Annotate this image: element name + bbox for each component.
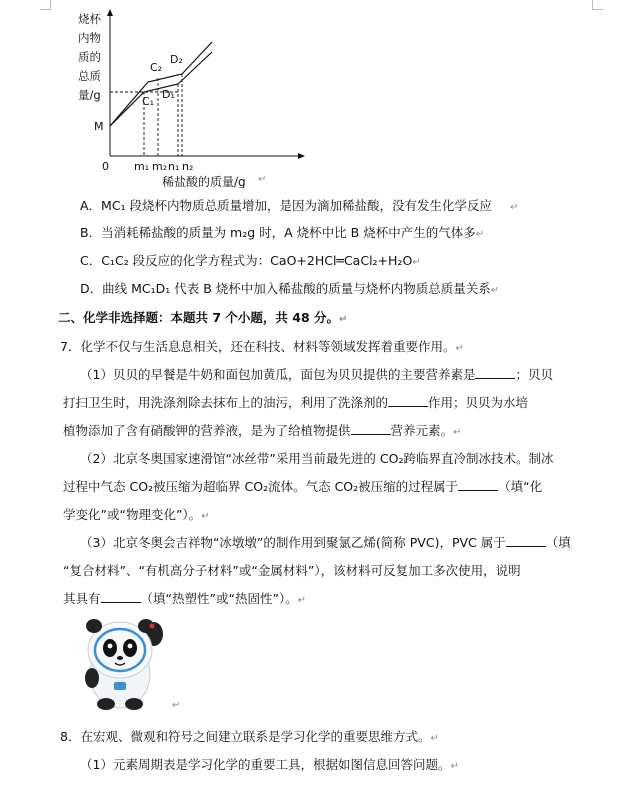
q7-p2-text: 学变化”或“物理变化”）。 <box>63 507 202 522</box>
q7-p3-text: 其具有 <box>63 591 101 606</box>
para-mark: ↵ <box>172 700 181 711</box>
q7-p3-line2 <box>63 561 521 579</box>
xtick-n2: n₂ <box>182 160 194 173</box>
ylabel-line: 质的 <box>78 50 101 64</box>
option-c-text: C．C₁C₂ 段反应的化学方程式为：CaO+2HCl═CaCl₂+H₂O <box>80 253 413 268</box>
option-b <box>80 223 484 241</box>
q7-p1-line2 <box>63 393 528 411</box>
mass-graph <box>78 8 308 188</box>
q8-p1-text: （1）元素周期表是学习化学的重要工具，根据如图信息回答问题。 <box>80 757 451 772</box>
answer-blank[interactable] <box>475 367 515 379</box>
mascot-badge <box>114 682 126 690</box>
mascot-ear <box>86 619 102 633</box>
answer-blank[interactable] <box>388 395 428 407</box>
mascot-leg <box>97 698 115 710</box>
xtick-n1: n₁ <box>168 160 180 173</box>
xlabel: 稀盐酸的质量/g <box>162 175 246 188</box>
section-title-text: 二、化学非选择题：本题共 7 个小题，共 48 分。 <box>58 310 340 325</box>
para-mark: ↵ <box>475 229 485 240</box>
answer-blank[interactable] <box>506 535 546 547</box>
origin-label: 0 <box>102 160 109 173</box>
option-d-text: D．曲线 MC₁D₁ 代表 B 烧杯中加入稀盐酸的质量与烧杯内物质总质量关系 <box>80 281 491 296</box>
ylabel-line: 总质 <box>78 69 101 83</box>
q7-p1-text: 植物添加了含有硝酸钾的营养液，是为了给植物提供 <box>63 423 351 438</box>
ylabel-line: 内物 <box>78 31 101 45</box>
answer-blank[interactable] <box>101 591 141 603</box>
option-a-text: A．MC₁ 段烧杯内物质总质量增加，是因为滴加稀盐酸，没有发生化学反应 <box>80 198 493 213</box>
q8-stem-text: 8．在宏观、微观和符号之间建立联系是学习化学的重要思维方式。 <box>60 729 431 744</box>
m-label: M <box>94 120 104 133</box>
section-title <box>58 308 347 326</box>
x-axis-arrow <box>298 153 305 159</box>
answer-blank[interactable] <box>458 479 498 491</box>
mascot-nose <box>117 656 123 660</box>
q7-p1-text: 作用；贝贝为水培 <box>428 395 529 410</box>
q7-p1-line3 <box>63 421 461 439</box>
bing-dwen-dwen-image <box>72 612 172 712</box>
q7-p2-line2 <box>63 477 542 495</box>
mascot-eye <box>108 644 113 649</box>
point-label-c2: C₂ <box>150 61 163 74</box>
q7-stem-text: 7．化学不仅与生活息息相关，还在科技、材料等领域发挥着重要作用。 <box>60 339 456 354</box>
mascot-arm <box>85 668 99 688</box>
para-mark: ↵ <box>455 343 464 354</box>
point-label-d1: D₁ <box>162 88 175 101</box>
option-c <box>80 251 421 269</box>
y-axis-arrow <box>107 9 113 16</box>
xtick-m2: m₂ <box>152 160 168 173</box>
q7-p3-text: （填 <box>545 535 571 550</box>
point-label-c1: C₁ <box>142 95 155 108</box>
para-mark: ↵ <box>258 174 267 185</box>
option-d <box>80 279 499 297</box>
q7-p1-text: （1）贝贝的早餐是牛奶和面包加黄瓜，面包为贝贝提供的主要营养素是 <box>80 367 476 382</box>
para-mark: ↵ <box>297 595 307 606</box>
option-a <box>80 196 518 214</box>
q7-p2-line3 <box>63 505 210 523</box>
page-corner-top-right <box>592 0 603 10</box>
point-label-d2: D₂ <box>170 53 183 66</box>
q7-p3-line1 <box>80 533 571 551</box>
q7-p3-text: （3）北京冬奥会吉祥物“冰墩墩”的制作用到聚氯乙烯(简称 PVC)，PVC 属于 <box>80 535 506 550</box>
para-mark: ↵ <box>339 314 348 325</box>
option-b-text: B．当消耗稀盐酸的质量为 m₂g 时，A 烧杯中比 B 烧杯中产生的气体多 <box>80 225 476 240</box>
ylabel-line: 量/g <box>78 88 101 102</box>
mascot-heart <box>150 624 155 629</box>
page-corner-top-left <box>40 0 51 10</box>
q7-p1-text: 打扫卫生时，用洗涤剂除去抹布上的油污，利用了洗涤剂的 <box>63 395 389 410</box>
para-mark: ↵ <box>430 733 439 744</box>
para-mark: ↵ <box>453 427 462 438</box>
para-mark: ↵ <box>201 511 210 522</box>
q7-p1-line1 <box>80 365 553 383</box>
para-mark: ↵ <box>490 285 500 296</box>
para-mark: ↵ <box>450 761 459 772</box>
q7-p3-line3 <box>63 589 306 607</box>
para-mark: ↵ <box>412 257 421 268</box>
q7-p3-text: “复合材料”、“有机高分子材料”或“金属材料”），该材料可反复加工多次使用，说明 <box>63 563 521 578</box>
q7-stem <box>60 337 464 355</box>
q7-p1-text: 营养元素。 <box>390 423 454 438</box>
q8-p1 <box>80 755 459 773</box>
ylabel-line: 烧杯 <box>78 12 101 26</box>
curve-mc2d2 <box>110 42 212 126</box>
mascot-leg <box>125 698 143 710</box>
para-mark: ↵ <box>510 202 519 213</box>
q7-p2-text: （2）北京冬奥国家速滑馆“冰丝带”采用当前最先进的 CO₂跨临界直冷制冰技术。制冰 <box>80 451 554 466</box>
q7-p2-line1 <box>80 449 553 467</box>
q8-stem <box>60 727 439 745</box>
q7-p2-text: 过程中气态 CO₂被压缩为超临界 CO₂流体。气态 CO₂被压缩的过程属于 <box>63 479 459 494</box>
answer-blank[interactable] <box>351 423 391 435</box>
xtick-m1: m₁ <box>134 160 150 173</box>
q7-p2-text: （填“化 <box>498 479 543 494</box>
q7-p1-text: ；贝贝 <box>515 367 553 382</box>
mascot-eye <box>128 644 133 649</box>
q7-p3-text: （填“热塑性”或“热固性”）。 <box>140 591 298 606</box>
